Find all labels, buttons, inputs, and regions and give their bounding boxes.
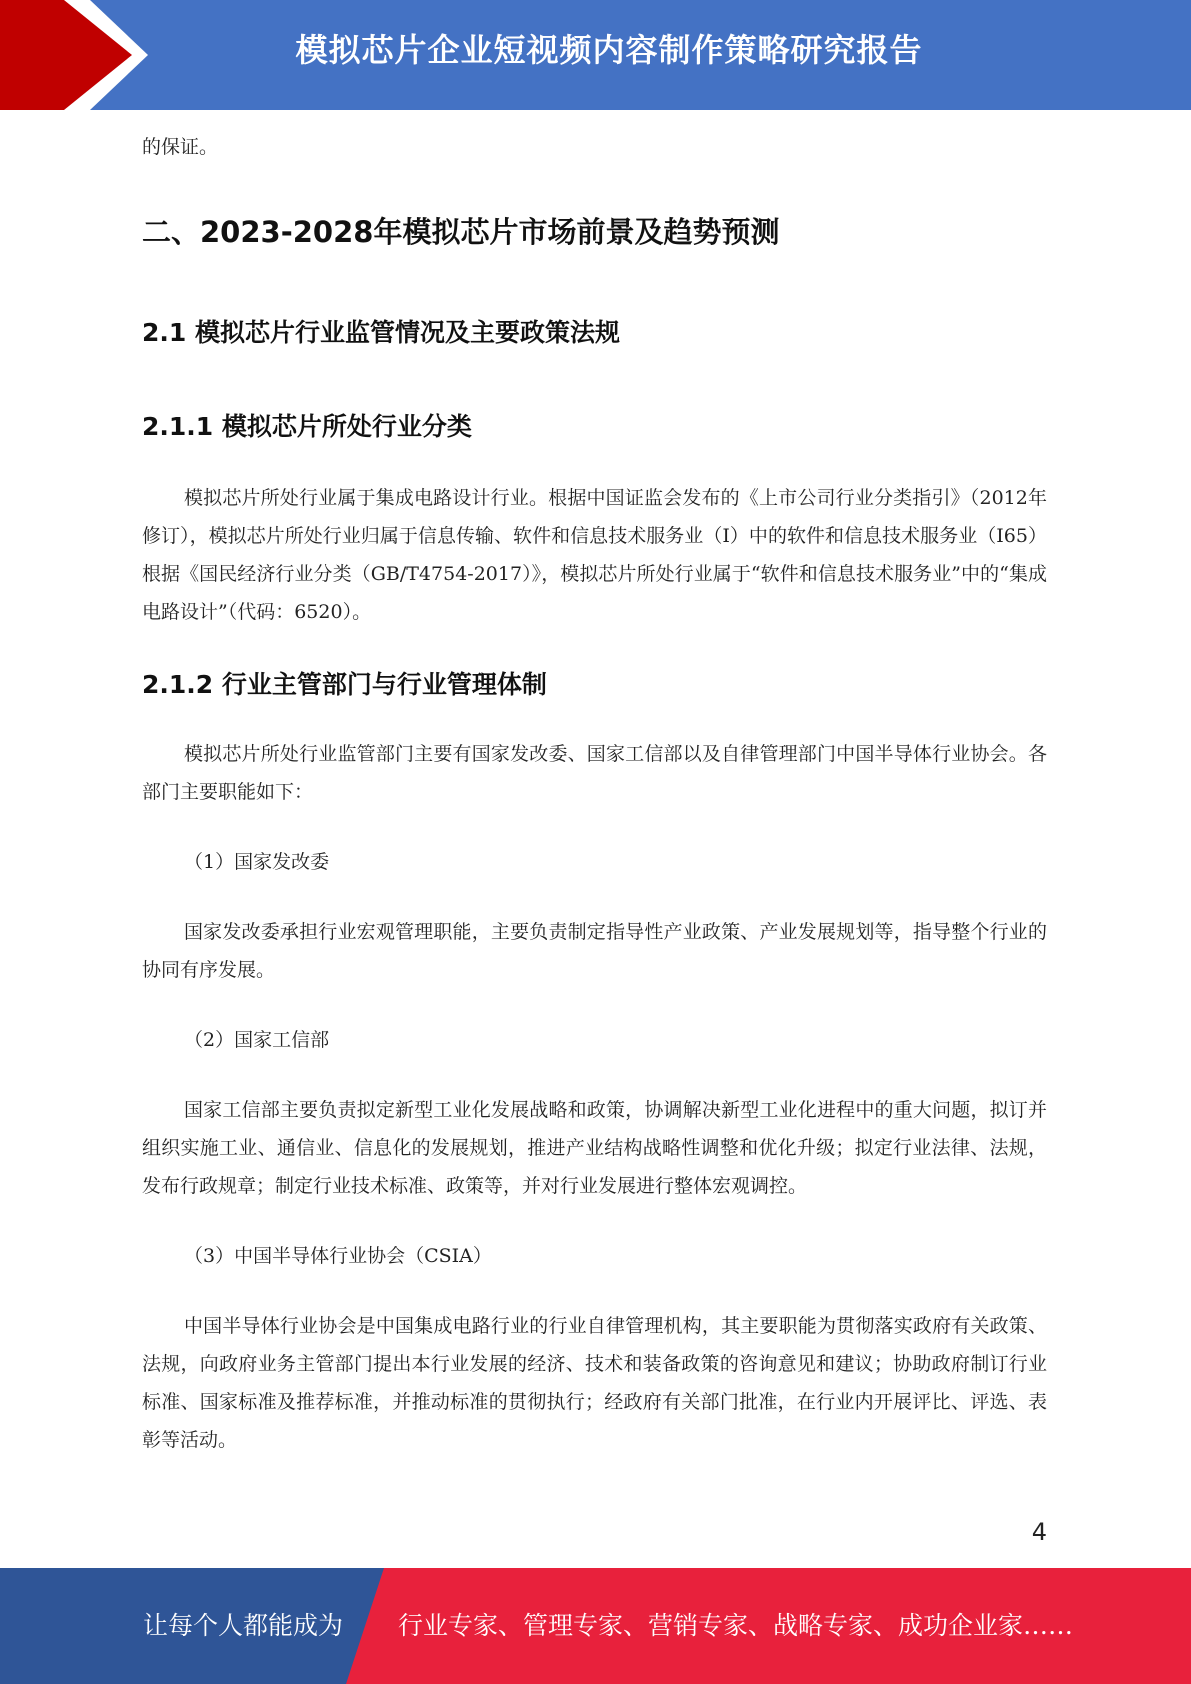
page-header	[0, 0, 1191, 110]
item-3-text: 中国半导体行业协会是中国集成电路行业的行业自律管理机构，其主要职能为贯彻落实政府有关政策、法规，向政府业务主管部门提出本行业发展的经济、技术和装备政策的咨询意见和建议；协助政府制订行业标准、国家标准及推荐标准，并推动标准的贯彻执行；经政府有关部门批准，在行业内开展评比、评选、表彰等活动。	[142, 1315, 1047, 1451]
footer-slogan-right: 行业专家、管理专家、营销专家、战略专家、成功企业家……	[398, 1611, 1074, 1640]
footer-slogan-left: 让每个人都能成为	[143, 1611, 344, 1640]
item-2-title: （2）国家工信部	[184, 1029, 330, 1051]
paragraph-regulators: 模拟芯片所处行业监管部门主要有国家发改委、国家工信部以及自律管理部门中国半导体行业协会。各部门主要职能如下：	[142, 743, 1047, 803]
paragraph-industry-classification: 模拟芯片所处行业属于集成电路设计行业。根据中国证监会发布的《上市公司行业分类指引》（2012年修订），模拟芯片所处行业归属于信息传输、软件和信息技术服务业（I）中的软件和信息技术服务业（I65）根据《国民经济行业分类（GB/T4754-2017）》，模拟芯片所处行业属于“软件和信息技术服务业”中的“集成电路设计”（代码：6520）。	[142, 487, 1047, 623]
item-1-text: 国家发改委承担行业宏观管理职能，主要负责制定指导性产业政策、产业发展规划等，指导整个行业的协同有序发展。	[142, 921, 1047, 981]
subsection-2-1-2-title: 2.1.2 行业主管部门与行业管理体制	[142, 670, 547, 699]
item-2-text: 国家工信部主要负责拟定新型工业化发展战略和政策，协调解决新型工业化进程中的重大问题，拟订并组织实施工业、通信业、信息化的发展规划，推进产业结构战略性调整和优化升级；拟定行业法律、法规，发布行政规章；制定行业技术标准、政策等，并对行业发展进行整体宏观调控。	[142, 1099, 1047, 1197]
page-footer	[0, 1568, 1191, 1684]
intro-fragment: 的保证。	[142, 136, 219, 158]
page-number: 4	[1031, 1518, 1047, 1546]
section-title: 二、2023-2028年模拟芯片市场前景及趋势预测	[142, 215, 780, 249]
document-body	[142, 128, 1047, 1459]
item-3-title: （3）中国半导体行业协会（CSIA）	[184, 1245, 492, 1267]
subsection-2-1-title: 2.1 模拟芯片行业监管情况及主要政策法规	[142, 318, 620, 347]
header-title: 模拟芯片企业短视频内容制作策略研究报告	[295, 31, 923, 69]
subsection-2-1-1-title: 2.1.1 模拟芯片所处行业分类	[142, 412, 472, 441]
item-1-title: （1）国家发改委	[184, 851, 330, 873]
